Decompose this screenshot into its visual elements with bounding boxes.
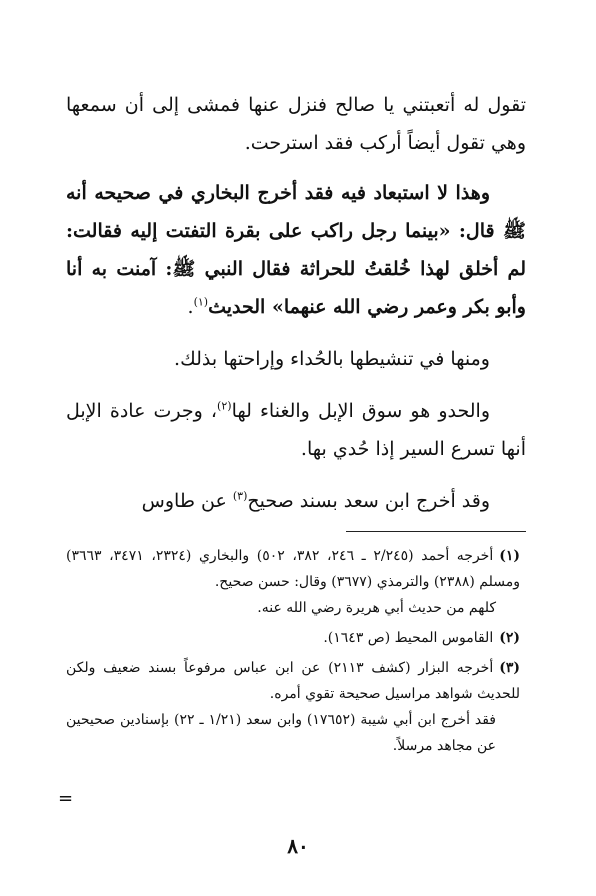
footnote-2-number: (٢) bbox=[499, 630, 520, 646]
footnote-3-line-1 bbox=[66, 655, 520, 707]
hadith-text: وهذا لا استبعاد فيه فقد أخرج البخاري في صحيحه أنه ﷺ قال: «بينما رجل راكب على بقرة التفتت إليه فقالت: لم أخلق لهذا خُلقتُ للحراثة فقال النبي ﷺ: آمنت به أنا وأبو بكر وعمر رضي الله عنهما» الحديث bbox=[66, 182, 526, 318]
continuation-mark: = bbox=[58, 788, 74, 809]
footnote-3-line-2: فقد أخرج ابن أبي شيبة (١٧٦٥٢) وابن سعد (١/٢١ ـ ٢٢) بإسنادين صحيحين عن مجاهد مرسلاً. bbox=[66, 712, 496, 754]
footnote-divider bbox=[346, 531, 526, 532]
footnote-marker-2: (٢) bbox=[217, 399, 232, 413]
paragraph-2 bbox=[66, 174, 526, 326]
footnote-marker-1: (١) bbox=[193, 295, 209, 309]
paragraph-4-end: ، وجرت عادة الإبل أنها تسرع السير إذا حُدي بها. bbox=[66, 400, 526, 460]
footnote-3-number: (٣) bbox=[499, 660, 520, 676]
footnote-1-text: أخرجه أحمد (٢/٢٤٥ ـ ٢٤٦، ٣٨٢، ٥٠٢) والبخاري (٢٣٢٤، ٣٤٧١، ٣٦٦٣) ومسلم (٢٣٨٨) والترمذي (٣٦٧٧) وقال: حسن صحيح. bbox=[66, 548, 520, 590]
footnote-2-text: القاموس المحيط (ص ١٦٤٣). bbox=[323, 630, 494, 646]
footnotes bbox=[66, 543, 520, 763]
paragraph-4 bbox=[66, 392, 526, 468]
footnote-2-line-1 bbox=[66, 625, 520, 651]
footnote-1-line-1 bbox=[66, 543, 520, 595]
paragraph-3: ومنها في تنشيطها بالحُداء وإراحتها بذلك. bbox=[174, 348, 490, 370]
paragraph-4-intro: والحدو هو سوق الإبل والغناء لها bbox=[231, 400, 490, 422]
paragraph-5-end: عن طاوس bbox=[141, 490, 233, 512]
main-text bbox=[66, 86, 526, 534]
paragraph-5-intro: وقد أخرج ابن سعد بسند صحيح bbox=[247, 490, 490, 512]
footnote-2 bbox=[66, 625, 520, 651]
paragraph-5 bbox=[66, 482, 526, 520]
footnote-1 bbox=[66, 543, 520, 621]
paragraph-2-end: . bbox=[187, 296, 194, 318]
footnote-3-text: أخرجه البزار (كشف ٢١١٣) عن ابن عباس مرفوعاً بسند ضعيف ولكن للحديث شواهد مراسيل صحيحة تقوي أمره. bbox=[66, 660, 520, 702]
footnote-3 bbox=[66, 655, 520, 759]
footnote-marker-3: (٣) bbox=[232, 489, 248, 503]
footnote-1-line-2: كلهم من حديث أبي هريرة رضي الله عنه. bbox=[257, 600, 496, 616]
footnote-1-number: (١) bbox=[499, 548, 521, 564]
page-number: ٨٠ bbox=[287, 834, 309, 858]
paragraph-1: تقول له أتعبتني يا صالح فنزل عنها فمشى إلى أن سمعها وهي تقول أيضاً أركب فقد استرحت. bbox=[66, 94, 526, 154]
